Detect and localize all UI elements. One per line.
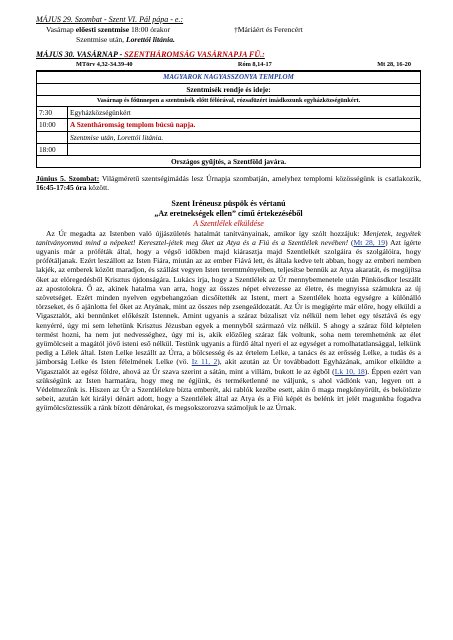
may30-heading-a: MÁJUS 30. VASÁRNAP - bbox=[36, 50, 125, 60]
table-row bbox=[37, 107, 421, 119]
body-quote: Menjetek, tegyétek tanítványommá mind a népeket! Keresztel-jétek meg őket az Atya és a Fiú és a Szentlélek nevében! bbox=[36, 228, 421, 247]
article-title bbox=[36, 199, 421, 219]
may29-line2-a: Szentmise után, bbox=[76, 34, 126, 44]
table-row bbox=[37, 143, 421, 155]
body-part-b: Azt ígérte ugyanis már a próféták által, hogy a végső időkben majd kiárasztja majd Szentlelkét szolgáira és szolgálóira, hogy prófétáljanak. Ezért leszállott az Isten Fiára, miután az az ember Fiává lett, és általa kedve telt abban, hogy az emberi nemben lakjék, az emberek között maradjon, és szállást vegyen Isten teremtményeiben, teljesítse bennük az Atya akaratát, és megújítsa őket az elöregedésből Krisztus újdonságára. Lukács írja, hogy a Szentlélek az Úr mennybemenetele után Pünkösdkor leszállt az apostolokra. Ő az, akinek hatalma van arra, hogy az összes népet elvezesse az életre, és megnyissa számukra az új szövetséget. Ezért minden nyelven egybehangzóan dicsőítették az Istent, mert a Szentlélek hozta egységre a különálló törzseket, és ő ajánlotta fel őket az Atyának, mint az összes nép zsengeáldozatát. Az Úr is megígérte már előre, hogy elküldi a Vigasztalót, aki bennünket előkészít Istennek. Amint ugyanis a száraz búzaliszt víz nélkül nem lehet egy tésztává és egy kenyérré, úgy mi sem lehetünk Krisztus Jézusban egyek a mennyből származó víz nélkül. S ahogy a száraz föld képtelen termést hozni, ha nem jut nedvességhez, úgy mi is, akik előzőleg száraz fák voltunk, soha nem teremhetnénk az élet gyümölcseit a magától jövő isteni eső nélkül. Testünk ugyanis a fürdő által nyeri el az egységet a romolhatatlansággal, lelkünk pedig a Lélek által. Isten Lelke leszállt az Úrra, a bölcsesség és az értelem Lelke, a tanács és az erősség Lelke, a tudás és a jámborság Lelke és Isten félelmének Lelke (vö. bbox=[36, 237, 422, 367]
may29-line1-c: 18:00 órakor bbox=[129, 25, 171, 35]
june5-label: Június 5. Szombat: bbox=[36, 174, 100, 184]
article-title-2: „Az eretnekségek ellen” című értekezéséből bbox=[154, 208, 303, 218]
bulletin-page bbox=[36, 10, 421, 413]
may30-heading bbox=[36, 50, 421, 60]
row-time bbox=[37, 131, 68, 143]
collection-note: Országos gyűjtés, a Szentföld javára. bbox=[37, 155, 421, 167]
reading-1: MTörv 4,32-34.39-40 bbox=[76, 61, 133, 69]
scripture-link-mt[interactable]: Mt 28, 19 bbox=[353, 237, 386, 247]
may29-heading: MÁJUS 29. Szombat - Szent VI. Pál pápa - e.: bbox=[36, 15, 184, 24]
may29-intention: †Máriáért és Ferencért bbox=[234, 25, 303, 35]
article-body: Az Úr megadta az Istenben való újjászületés hatalmát tanítványainak, amikor így szólt hozzájuk: Menjetek, tegyétek tanítványommá mind a népeket! Keresztel-jétek meg őket az Atya és a Fiú és a Szentlélek nevében! (Mt 28, 19) Azt ígérte ugyanis már a próféták által, hogy a végső időkben majd kiárasztja majd Szentlelkét szolgáira és szolgálóira, hogy prófétáljanak. Ezért leszállott az Isten Fiára, miután az az ember Fiává lett, és általa kedve telt abban, hogy az emberi nemben lakjék, az emberek között maradjon, és szállást vegyen Isten teremtményeiben, teljesítse bennük az Atya akaratát, és megújítsa őket az elöregedésből Krisztus újdonságára. Lukács írja, hogy a Szentlélek az Úr mennybemenetele után Pünkösdkor leszállt az apostolokra. Ő az, akinek hatalma van arra, hogy az összes népet elvezesse az életre, és megnyissa számukra az új szövetséget. Ezért minden nyelven egybehangzóan dicsőítették az Istent, mert a Szentlélek hozta egységre a különálló törzseket, és ő ajánlotta fel őket az Atyának, mint az összes nép zsengeáldozatát. Az Úr is megígérte már előre, hogy elküldi a Vigasztalót, aki bennünket előkészít Istennek. Amint ugyanis a száraz búzaliszt víz nélkül nem lehet egy tésztává és egy kenyérré, úgy mi sem lehetünk Krisztus Jézusban egyek a mennyből származó víz nélkül. S ahogy a száraz föld képtelen termést hozni, ha nem jut nedvességhez, úgy mi is, akik előzőleg száraz fák voltunk, soha nem teremhetnénk az élet gyümölcseit a magától jövő isteni eső nélkül. Testünk ugyanis a fürdő által nyeri el az egységet a romolhatatlansággal, lelkünk pedig a Lélek által. Isten Lelke leszállt az Úrra, a bölcsesség és az értelem Lelke, a tanács és az erősség Lelke, a tudás és a jámborság Lelke és Isten félelmének Lelke (vö. Iz 11, 2), akit azután az Úr továbbadott Egyházának, amikor elküldte a Vigasztalót az egész földre, ahová az Úr szava szerint a sátán, mint a villám, bukott le az égből (Lk 10, 18). Éppen ezért van szükségünk az Isten harmatára, hogy meg ne égjünk, és terméketlenné ne váljunk, s ahol vádlónk van, legyen ott a Védelmezőnk is. Hiszen az Úr a Szentlélekre bízta emberét, aki rablók kezébe esett, akin ő maga megkönyörült, és bekötözte sebeit, azután két királyi dénárt adott, hogy a Szentlélek által az Atya és a Fiú képét és belénk írt jelét magunkba fogadva gyümölcsöztessük a ránk bízott dénárokat, és megsokszorozva számoljuk le az Úrnak. bbox=[36, 228, 422, 413]
article-title-1: Szent Iréneusz püspök és vértanú bbox=[171, 198, 286, 208]
row-text: Egyházközségünkért bbox=[68, 107, 421, 119]
rosary-note: Vasárnap és főünnepen a szentmisék előtt félórával, rózsafüzért imádkozunk egyházközségünkért. bbox=[37, 96, 421, 107]
scripture-link-iz[interactable]: Iz 11, 2 bbox=[191, 357, 218, 367]
may29-litany: Lorettói litánia. bbox=[125, 34, 175, 44]
row-text: A Szentháromság templom búcsú napja. bbox=[68, 119, 421, 131]
may29-line1-a: Vasárnap bbox=[46, 25, 76, 35]
table-row bbox=[37, 119, 421, 131]
reading-3: Mt 28, 16-20 bbox=[377, 61, 411, 69]
row-time: 18:00 bbox=[37, 143, 68, 155]
june5-paragraph bbox=[36, 174, 421, 192]
row-time: 10:00 bbox=[37, 119, 68, 131]
may30-heading-b: SZENTHÁROMSÁG VASÁRNAPJA FÜ.: bbox=[124, 50, 265, 60]
scripture-link-lk[interactable]: Lk 10, 18 bbox=[334, 366, 365, 376]
article-subtitle: A Szentlélek elküldése bbox=[193, 218, 264, 228]
body-part-a: Az Úr megadta az Istenben való újjászületés hatalmát tanítványainak, amikor így szólt hozzájuk: bbox=[46, 228, 364, 238]
row-text bbox=[68, 143, 421, 155]
may29-line2 bbox=[36, 35, 421, 45]
may29-line1 bbox=[36, 25, 421, 35]
june5-text-a: Világméretű szentségimádás lesz Úrnapja szombatján, amelyhez templomi közösségünk is csatlakozik, bbox=[99, 174, 422, 184]
row-text: Szentmise után, Lorettói litánia. bbox=[68, 131, 421, 143]
reading-2: Róm 8,14-17 bbox=[237, 61, 272, 69]
body-part-c: ), akit azután az Úr továbbadott Egyházának, amikor elküldte a Vigasztalót az egész földre, ahová az Úr szava szerint a sátán, mint a villám, bukott le az égből ( bbox=[36, 357, 421, 376]
body-part-d: ). Éppen ezért van szükségünk az Isten harmatára, hogy meg ne égjünk, és terméketlenné ne váljunk, s ahol vádlónk van, legyen ott a Védelmezőnk is. Hiszen az Úr a Szentlélekre bízta emberét, aki rablók kezébe esett, akin ő maga megkönyörült, és bekötözte sebeit, azután két királyi dénárt adott, hogy a Szentlélek által az Atya és a Fiú képét és belénk írt jelét magunkba fogadva gyümölcsöztessük a ránk bízott dénárokat, és megsokszorozva számoljuk le az Úrnak. bbox=[36, 366, 421, 413]
row-time: 7:30 bbox=[37, 107, 68, 119]
schedule-title: Szentmisék rendje és ideje: bbox=[37, 84, 421, 96]
mass-schedule-table bbox=[36, 71, 421, 168]
may29-line1-b: előesti szentmise bbox=[75, 25, 130, 35]
church-name: MAGYAROK NAGYASSZONYA TEMPLOM bbox=[37, 72, 421, 84]
june5-text-c: között. bbox=[86, 183, 110, 193]
table-row bbox=[37, 131, 421, 143]
may30-readings bbox=[36, 60, 421, 71]
june5-time: 16:45-17:45 óra bbox=[36, 183, 87, 193]
